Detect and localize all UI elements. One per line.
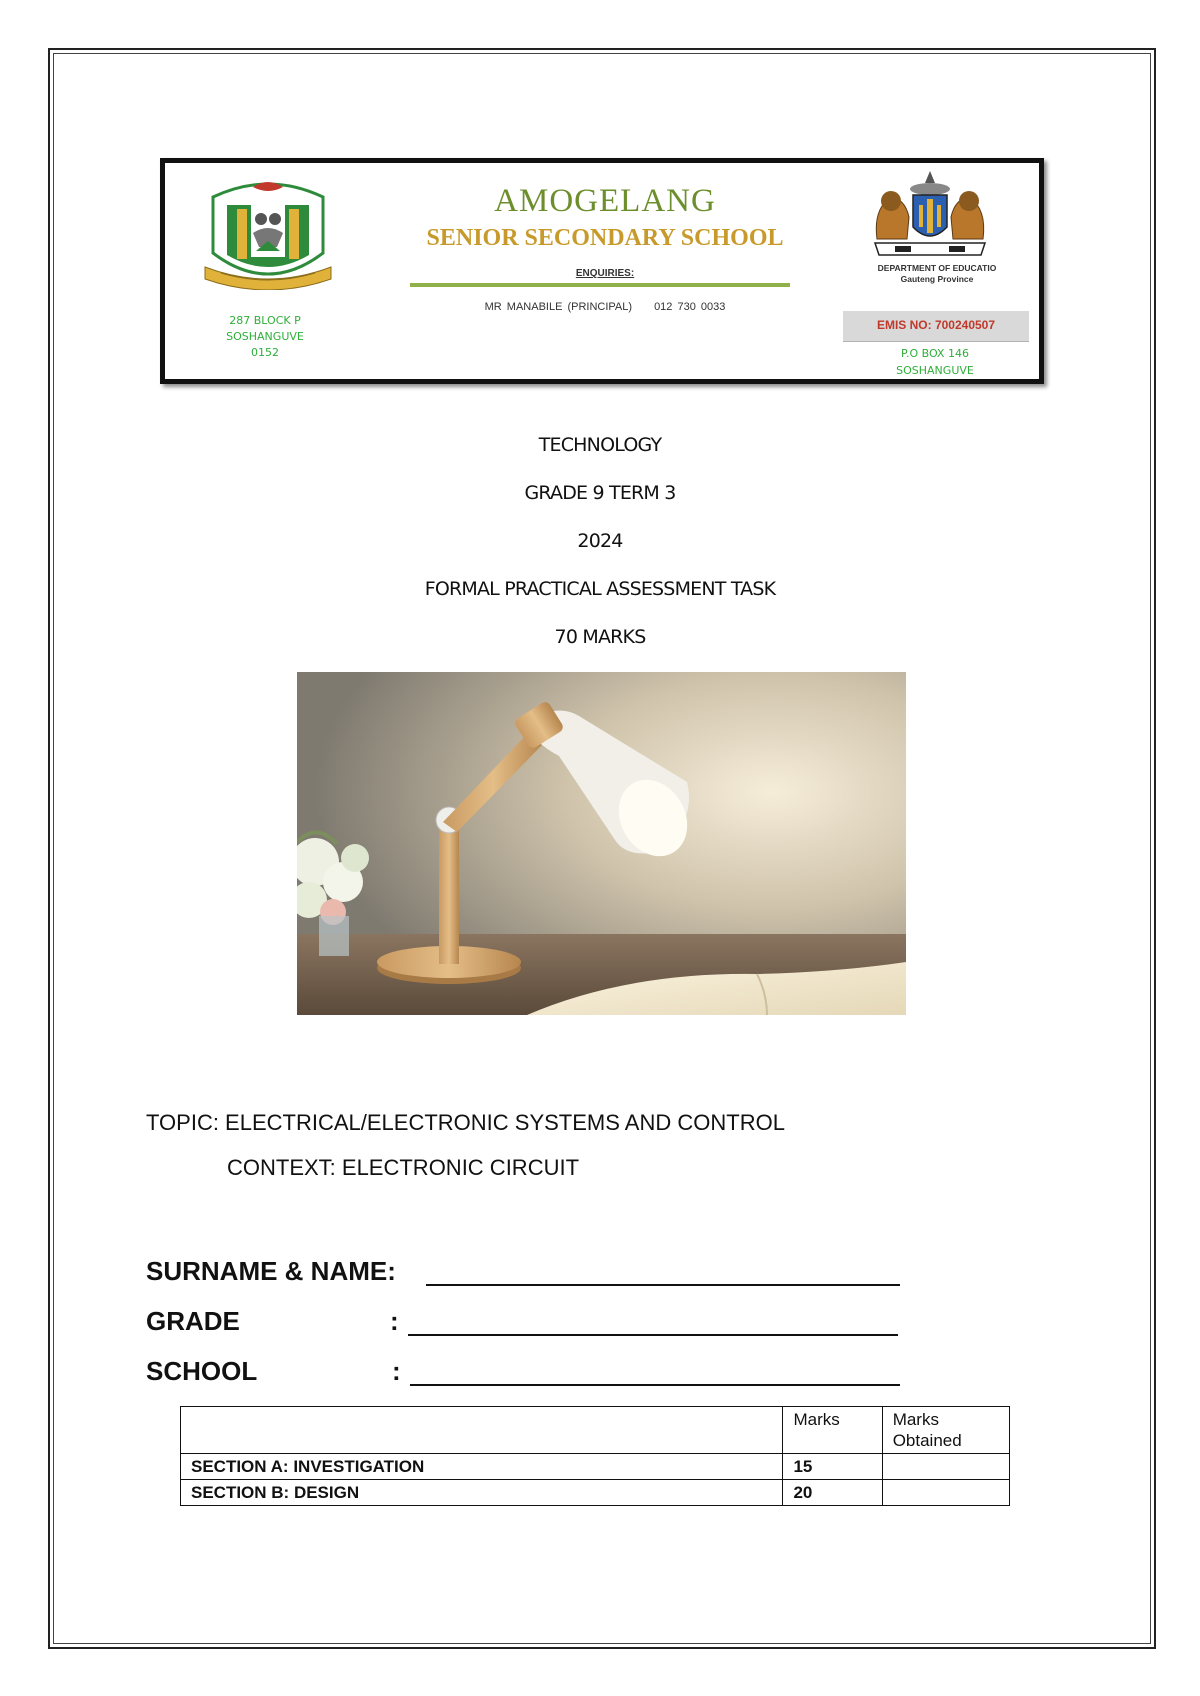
subject-title: TECHNOLOGY <box>538 434 662 456</box>
marks-cell: 20 <box>783 1480 882 1506</box>
principal-phone: 012 730 0033 <box>654 301 726 313</box>
school-crest-icon <box>193 175 343 290</box>
address-line: 287 BLOCK P <box>229 314 301 327</box>
emis-number: EMIS NO: 700240507 <box>876 318 996 332</box>
principal-name: MR MANABILE (PRINCIPAL) <box>484 301 633 313</box>
desk-lamp-photo <box>297 672 906 1015</box>
surname-name-label: SURNAME & NAME: <box>146 1256 396 1286</box>
table-row <box>181 1454 1010 1480</box>
task-title: FORMAL PRACTICAL ASSESSMENT TASK <box>424 578 776 600</box>
year: 2024 <box>577 530 623 552</box>
school-address <box>205 313 325 361</box>
address-line: SOSHANGUVE <box>896 364 974 377</box>
marks-obtained-cell[interactable] <box>882 1454 1009 1480</box>
school-colon: : <box>392 1356 401 1386</box>
marks-obtained-cell[interactable] <box>882 1480 1009 1506</box>
letterhead <box>160 158 1044 384</box>
marks-cell: 15 <box>783 1454 882 1480</box>
table-header-row <box>181 1407 1010 1454</box>
principal-contact <box>405 301 805 313</box>
school-field[interactable] <box>410 1384 900 1386</box>
table-row <box>181 1480 1010 1506</box>
divider <box>410 283 790 287</box>
table-header-cell: Marks Obtained <box>882 1407 1009 1454</box>
context: CONTEXT: ELECTRONIC CIRCUIT <box>227 1155 580 1180</box>
surname-name-field[interactable] <box>426 1284 900 1286</box>
address-line: 0152 <box>251 346 279 359</box>
grade-colon: : <box>390 1306 399 1336</box>
topic: TOPIC: ELECTRICAL/ELECTRONIC SYSTEMS AND CONTROL <box>146 1110 785 1135</box>
grade-term: GRADE 9 TERM 3 <box>524 482 676 504</box>
address-line: P.O BOX 146 <box>901 347 969 360</box>
grade-label: GRADE <box>146 1306 240 1336</box>
school-name: AMOGELANG <box>494 183 716 219</box>
school-label: SCHOOL <box>146 1356 258 1386</box>
grade-field[interactable] <box>408 1334 898 1336</box>
marks-table <box>180 1406 1010 1506</box>
table-header-cell: Marks <box>783 1407 882 1454</box>
province-name: Gauteng Province <box>900 274 974 284</box>
section-cell: SECTION B: DESIGN <box>181 1480 783 1506</box>
postal-address <box>865 345 1005 379</box>
school-subtitle: SENIOR SECONDARY SCHOOL <box>426 225 784 251</box>
address-line: SOSHANGUVE <box>226 330 304 343</box>
section-cell: SECTION A: INVESTIGATION <box>181 1454 783 1480</box>
department-label <box>837 263 1037 285</box>
table-header-cell <box>181 1407 783 1454</box>
emis-badge <box>843 311 1029 342</box>
enquiries-label: ENQUIRIES: <box>575 268 635 279</box>
coat-of-arms-icon <box>855 169 1005 259</box>
department-name: DEPARTMENT OF EDUCATIO <box>877 263 997 273</box>
total-marks: 70 MARKS <box>554 626 646 648</box>
